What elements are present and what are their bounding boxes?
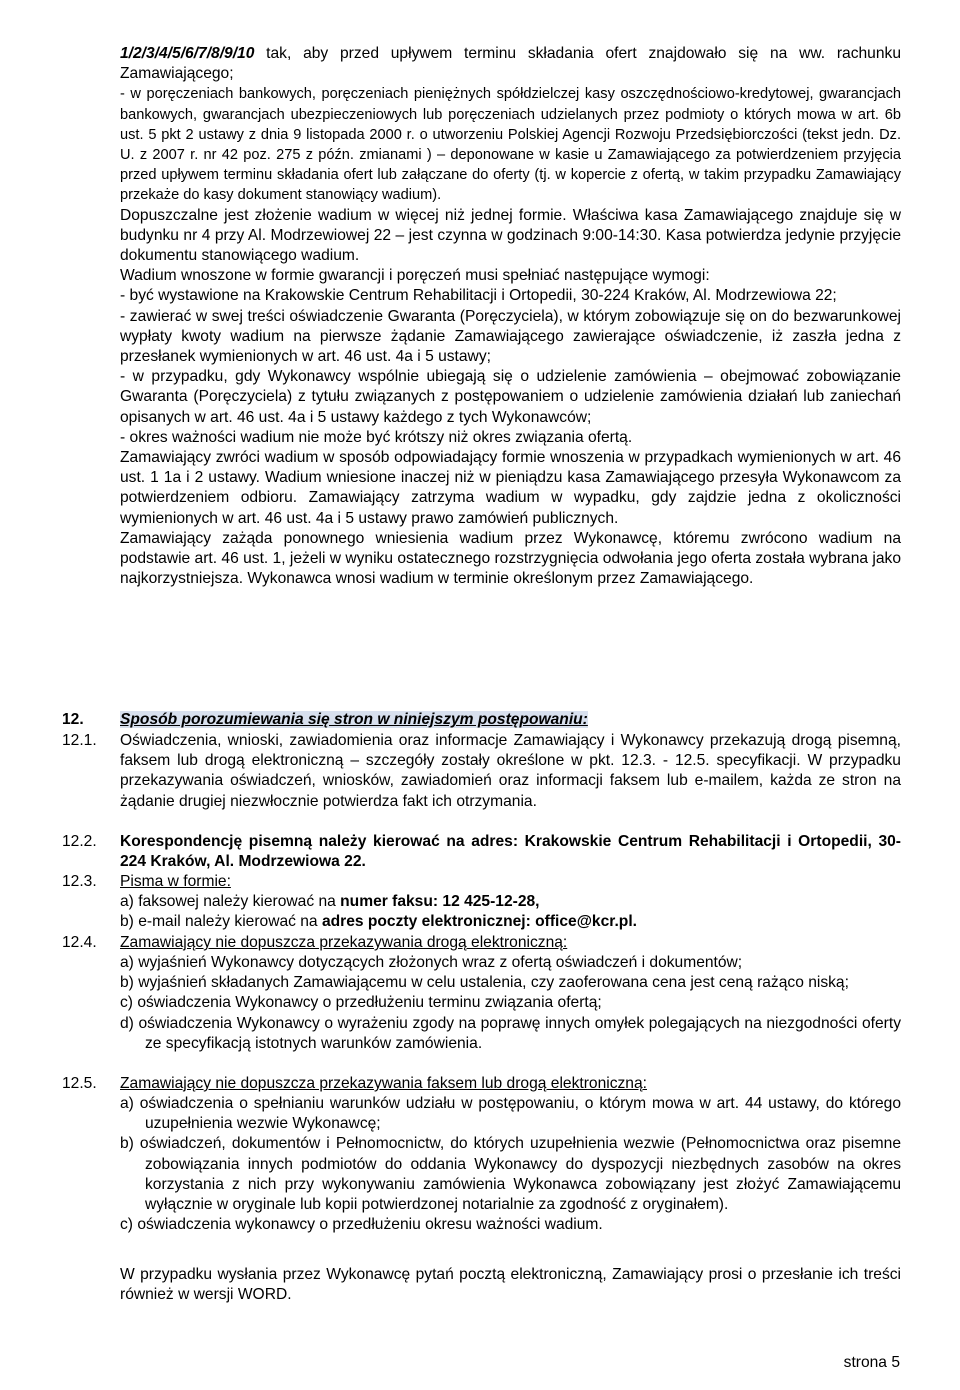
requirement-joint-bidders: - w przypadku, gdy Wykonawcy wspólnie ubiegają się o udzielenie zamówienia – obejmować zobowiązanie Gwaranta (Poręczyciela) z tytułu związanych z postępowaniem o udzielenie zamówienia działań lub zaniechań opisanych w art. 46 ust. 4a i 5 ustawy każdego z tych Wykonawców;: [120, 368, 901, 426]
list-item: a) wyjaśnień Wykonawcy dotyczących złożonych wraz z ofertą oświadczeń i dokumentów;: [120, 954, 743, 971]
section-12-heading: [120, 710, 901, 730]
list-item: b) wyjaśnień składanych Zamawiającemu w celu ustalenia, czy zaoferowana cena jest ceną rażąco niską;: [120, 974, 849, 992]
list-item: c) oświadczenia Wykonawcy o przedłużeniu terminu związania ofertą;: [120, 994, 602, 1012]
list-item: b) oświadczeń, dokumentów i Pełnomocnictw, do których uzupełnienia wezwie (Pełnomocnictwa oraz pisemne zobowiązania innych podmiotów do oddania Wykonawcy do dyspozycji niezbędnych zasobów na okres korzystania z nich przy wykonywaniu zamówienia Wykonawca zobowiązany jest złożyć Zamawiającemu wyłącznie w oryginale lub kopii potwierdzonej notarialnie za zgodność z oryginałem).: [120, 1135, 901, 1214]
account-paragraph-text: tak, aby przed upływem terminu składania ofert znajdowało się na ww. rachunku Zamawiającego;: [120, 45, 901, 83]
multiple-forms-paragraph: Dopuszczalne jest złożenie wadium w więcej niż jednej formie. Właściwa kasa Zamawiającego znajduje się w budynku nr 4 przy Al. Modrzewiowej 22 – jest czynna w godzinach 9:00-14:30. Kasa potwierdza jedynie przyjęcie dokumentu stanowiącego wadium.: [120, 206, 901, 265]
section-12-number: 12.: [62, 711, 84, 728]
resubmission-paragraph: Zamawiający zażąda ponownego wniesienia wadium przez Wykonawcę, któremu zwrócono wadium na podstawie art. 46 ust. 1, jeżeli w wyniku ostatecznego rozstrzygnięcia odwołania jego oferta została wybrana jako najkorzystniejsza. Wykonawca wnosi wadium w terminie określonym przez Zamawiającego.: [120, 529, 901, 588]
requirements-intro: Wadium wnoszone w formie gwarancji i poręczeń musi spełniać następujące wymogi:: [120, 267, 710, 285]
guarantee-paragraph: - w poręczeniach bankowych, poręczeniach pieniężnych spółdzielczej kasy oszczędnościowo-kredytowej, gwarancjach bankowych, gwarancjach ubezpieczeniowych lub poręczeniach udzielanych przez podmioty o których mowa w art. 6b ust. 5 pkt 2 ustawy z dnia 9 listopada 2000 r. o utworzeniu Polskiej Agencji Rozwoju Przedsiębiorczości (tekst jedn. Dz. U. z 2007 r. nr 42 poz. 275 z późn. zmianami ) – deponowane w kasie u Zamawiającego za potwierdzeniem przyjęcia przed upływem terminu składania ofert lub załączane do oferty (tj. w kopercie z ofertą, w takim przypadku Zamawiający przekaże do kasy dokument stanowiący wadium).: [120, 86, 901, 204]
email-line-prefix: b) e-mail należy kierować na: [120, 913, 322, 931]
section-12-1-number: 12.1.: [62, 732, 97, 749]
account-number-fragment: 1/2/3/4/5/6/7/8/9/10: [120, 45, 255, 62]
list-item: a) oświadczenia o spełnianiu warunków udziału w postępowaniu, o którym mowa w art. 44 ustawy, do którego uzupełnienia wezwie Wykonawcę;: [120, 1095, 901, 1133]
return-paragraph: Zamawiający zwróci wadium w sposób odpowiadający formie wnoszenia w przypadkach wymienionych w art. 46 ust. 1 1a i 2 ustawy. Wadium wniesione inaczej niż w pieniądzu kasa Zamawiającego przesyła Wykonawcom za potwierdzeniem odbioru. Zamawiający zatrzyma wadium w wypadku, gdy zajdzie jedna z okoliczności wymienionych w art. 46 ust. 4a i 5 ustawy prawo zamówień publicznych.: [120, 449, 901, 527]
section-12-4-title: Zamawiający nie dopuszcza przekazywania drogą elektroniczną:: [120, 934, 568, 951]
section-12-3-number: 12.3.: [62, 873, 97, 890]
email-address: adres poczty elektronicznej: office@kcr.pl.: [321, 913, 637, 931]
section-12-5-number: 12.5.: [62, 1075, 97, 1092]
section-12-3: [120, 872, 901, 933]
section-12-1: [120, 731, 901, 812]
requirement-issued-to: - być wystawione na Krakowskie Centrum Rehabilitacji i Ortopedii, 30-224 Kraków, Al. Modrzewiowa 22;: [120, 287, 837, 305]
section-12-2-text: Korespondencję pisemną należy kierować na adres: Krakowskie Centrum Rehabilitacji i Ortopedii, 30-224 Kraków, Al. Modrzewiowa 22.: [120, 833, 901, 871]
fax-number: numer faksu: 12 425-12-28,: [340, 893, 540, 911]
requirement-statement: - zawierać w swej treści oświadczenie Gwaranta (Poręczyciela), w którym zobowiązuje się on do bezwarunkowej wypłaty kwoty wadium na pierwsze żądanie Zamawiającego zawierające oświadczenie, iż zaszła jedna z przesłanek wymienionych w art. 46 ust. 4a i 5 ustawy;: [120, 307, 901, 366]
section-12-5-heading: [120, 1074, 901, 1094]
account-paragraph: [120, 44, 901, 84]
list-item: d) oświadczenia Wykonawcy o wyrażeniu zgody na poprawę innych omyłek polegających na niezgodności oferty ze specyfikacją istotnych warunków zamówienia.: [120, 1014, 901, 1052]
section-12-2-number: 12.2.: [62, 833, 97, 850]
section-12-1-text: Oświadczenia, wnioski, zawiadomienia oraz informacje Zamawiający i Wykonawcy przekazują drogą pisemną, faksem lub drogą elektroniczną – szczegóły zostały określone w pkt. 12.3. - 12.5. specyfikacji. W przypadku przekazywania oświadczeń, wniosków, zawiadomień oraz informacji faksem lub e-mailem, każda ze stron na żądanie drugiej niezwłocznie potwierdza fakt ich otrzymania.: [120, 732, 901, 810]
section-12-5-list: [120, 1094, 901, 1235]
email-line: [120, 912, 901, 932]
fax-line: [120, 892, 901, 912]
fax-line-prefix: a) faksowej należy kierować na: [120, 893, 341, 911]
section-12-4-heading: [120, 933, 901, 953]
wadium-section: [120, 44, 901, 589]
section-12-4-number: 12.4.: [62, 934, 97, 951]
word-format-note: [120, 1265, 901, 1305]
requirement-validity: - okres ważności wadium nie może być krótszy niż okres związania ofertą.: [120, 428, 633, 446]
word-format-text: W przypadku wysłania przez Wykonawcę pytań pocztą elektroniczną, Zamawiający prosi o przesłanie ich treści również w wersji WORD.: [120, 1266, 901, 1304]
section-12-5-title: Zamawiający nie dopuszcza przekazywania faksem lub drogą elektroniczną:: [120, 1075, 647, 1092]
section-12-title: Sposób porozumiewania się stron w niniejszym postępowaniu:: [120, 711, 588, 728]
section-12-4-list: [120, 953, 901, 1054]
section-12-3-title: Pisma w formie:: [120, 873, 231, 890]
page-number: strona 5: [843, 1354, 900, 1371]
section-12-2: [120, 832, 901, 872]
list-item: c) oświadczenia wykonawcy o przedłużeniu okresu ważności wadium.: [120, 1216, 603, 1234]
